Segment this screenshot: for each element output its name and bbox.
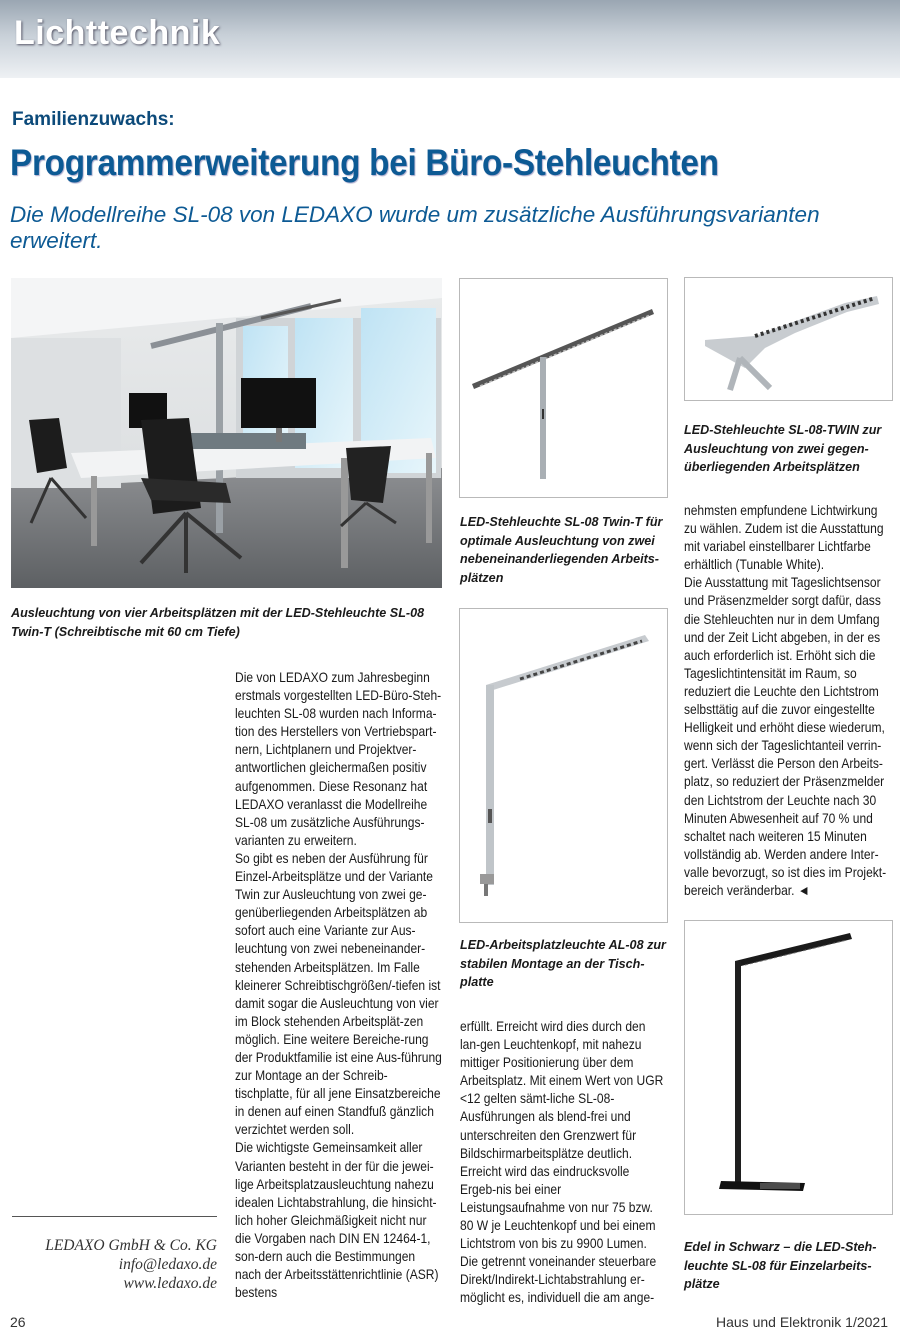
body-paragraph: Die wichtigste Gemeinsamkeit aller Varianten besteht in der für die jewei-lige Arbeitsplatzausleuchtung nahezu idealen Lichtabstrahlung, die hinsicht-lich hoher Gleichmäßigkeit nicht nur die Vorgaben nach DIN EN 12464-1, son-dern auch die Bestimmungen nach der Arbeitsstättenrichtlinie (ASR) bestens [235,1140,439,1301]
body-paragraph: Erreicht wird das eindrucksvolle Ergeb-nis bei einer Leistungsaufnahme von nur 75 bzw. 80 W je Leuchtenkopf und bei einem Lichtstrom von bis zu 9900 Lumen. [460,1163,656,1252]
caption-black: Edel in Schwarz – die LED-Steh-leuchte SL-08 für Einzelarbeits-plätze [684,1240,877,1291]
caption-twin: LED-Stehleuchte SL-08-TWIN zur Ausleuchtung von zwei gegen-überliegenden Arbeitsplätzen [684,423,882,474]
section-title: Lichttechnik [14,14,221,52]
body-column-3 [684,502,892,900]
al08-image [459,608,668,923]
body-column-1 [235,669,443,1302]
body-paragraph: Die von LEDAXO zum Jahresbeginn erstmals vorgestellten LED-Büro-Steh-leuchten SL-08 wurden nach Informa-tion des Herstellers von Vertriebspart-nern, Lichtplanern und Projektver-antwortlichen gleichermaßen positiv aufgenommen. Diese Resonanz hat LEDAXO veranlasst die Modellreihe SL-08 um zusätzliche Ausführungs-varianten zu erweitern. [235,670,442,848]
contact-email[interactable]: info@ledaxo.de [118,1256,217,1273]
headline: Programmerweiterung bei Büro-Stehleuchten [10,142,719,183]
contact-company: LEDAXO GmbH & Co. KG [45,1237,217,1254]
body-paragraph: erfüllt. Erreicht wird dies durch den lan-gen Leuchtenkopf, mit nahezu mittiger Positionierung über dem Arbeitsplatz. Mit einem Wert von UGR <12 gelten sämt-liche SL-08-Ausführungen als blend-frei und unterschreiten den Grenzwert für Bildschirmarbeitsplätze deutlich. [460,1019,664,1161]
caption-twin-t: LED-Stehleuchte SL-08 Twin-T für optimale Ausleuchtung von zwei nebeneinanderliegenden Arbeits-plätzen [460,515,663,585]
caption-al08: LED-Arbeitsplatzleuchte AL-08 zur stabilen Montage an der Tisch-platte [460,938,666,989]
caption-office: Ausleuchtung von vier Arbeitsplätzen mit der LED-Stehleuchte SL-08 Twin-T (Schreibtische mit 60 cm Tiefe) [11,606,425,639]
twin-t-image [459,278,668,498]
body-column-2 [460,1018,668,1308]
contact-web[interactable]: www.ledaxo.de [123,1275,217,1292]
body-paragraph: Die getrennt voneinander steuerbare Direkt/Indirekt-Lichtabstrahlung er-möglicht es, individuell die am ange- [460,1254,657,1306]
kicker: Familienzuwachs: [12,109,175,130]
subtitle: Die Modellreihe SL-08 von LEDAXO wurde um zusätzliche Ausführungsvarianten erweitert. [10,202,820,253]
contact-block [12,1236,217,1293]
twin-image [684,277,893,401]
body-paragraph: Die Ausstattung mit Tageslichtsensor und Präsenzmelder sorgt dafür, dass die Stehleuchten nur in dem Umfang und der Zeit Licht abgeben, in der es auch erforderlich ist. Erhöht sich die Tageslichtintensität im Raum, so reduziert die Leuchte den Lichtstrom selbsttätig auf die zuvor eingestellte Helligkeit und erhöht diese wiederum, wenn sich der Tageslichtanteil verrin-gert. Verlässt die Person den Arbeits-platz, so reduziert der Präsenzmelder den Lichtstrom der Leuchte nach 30 Minuten Abwesenheit auf 70 % und schaltet nach weiteren 15 Minuten vollständig ab. Werden andere Inter-valle bevorzugt, so ist dies im Projekt-bereich veränderbar. ◄ [684,575,887,898]
contact-divider [12,1216,217,1217]
office-photo [11,278,442,588]
body-paragraph: nehmsten empfundene Lichtwirkung zu wählen. Zudem ist die Ausstattung mit variabel einstellbarer Lichtfarbe erhältlich (Tunable White). [684,503,884,573]
magazine-issue: Haus und Elektronik 1/2021 [716,1314,888,1330]
page-number: 26 [10,1314,26,1330]
black-lamp-image [684,920,893,1215]
body-paragraph: So gibt es neben der Ausführung für Einzel-Arbeitsplätze und der Variante Twin zur Ausleuchtung von zwei ge-genüberliegenden Arbeitsplätzen ab sofort auch eine Variante zur Aus-leuchtung von zwei nebeneinander-stehenden Arbeitsplätzen. Im Falle kleinerer Schreibtischgrößen/-tiefen ist damit sogar die Ausleuchtung von vier im Block stehenden Arbeitsplät-zen möglich. Eine weitere Bereiche-rung der Produktfamilie ist eine Aus-führung zur Montage an der Schreib-tischplatte, für all jene Einsatzbereiche in denen auf einen Standfuß gänzlich verzichtet werden soll. [235,850,442,1138]
